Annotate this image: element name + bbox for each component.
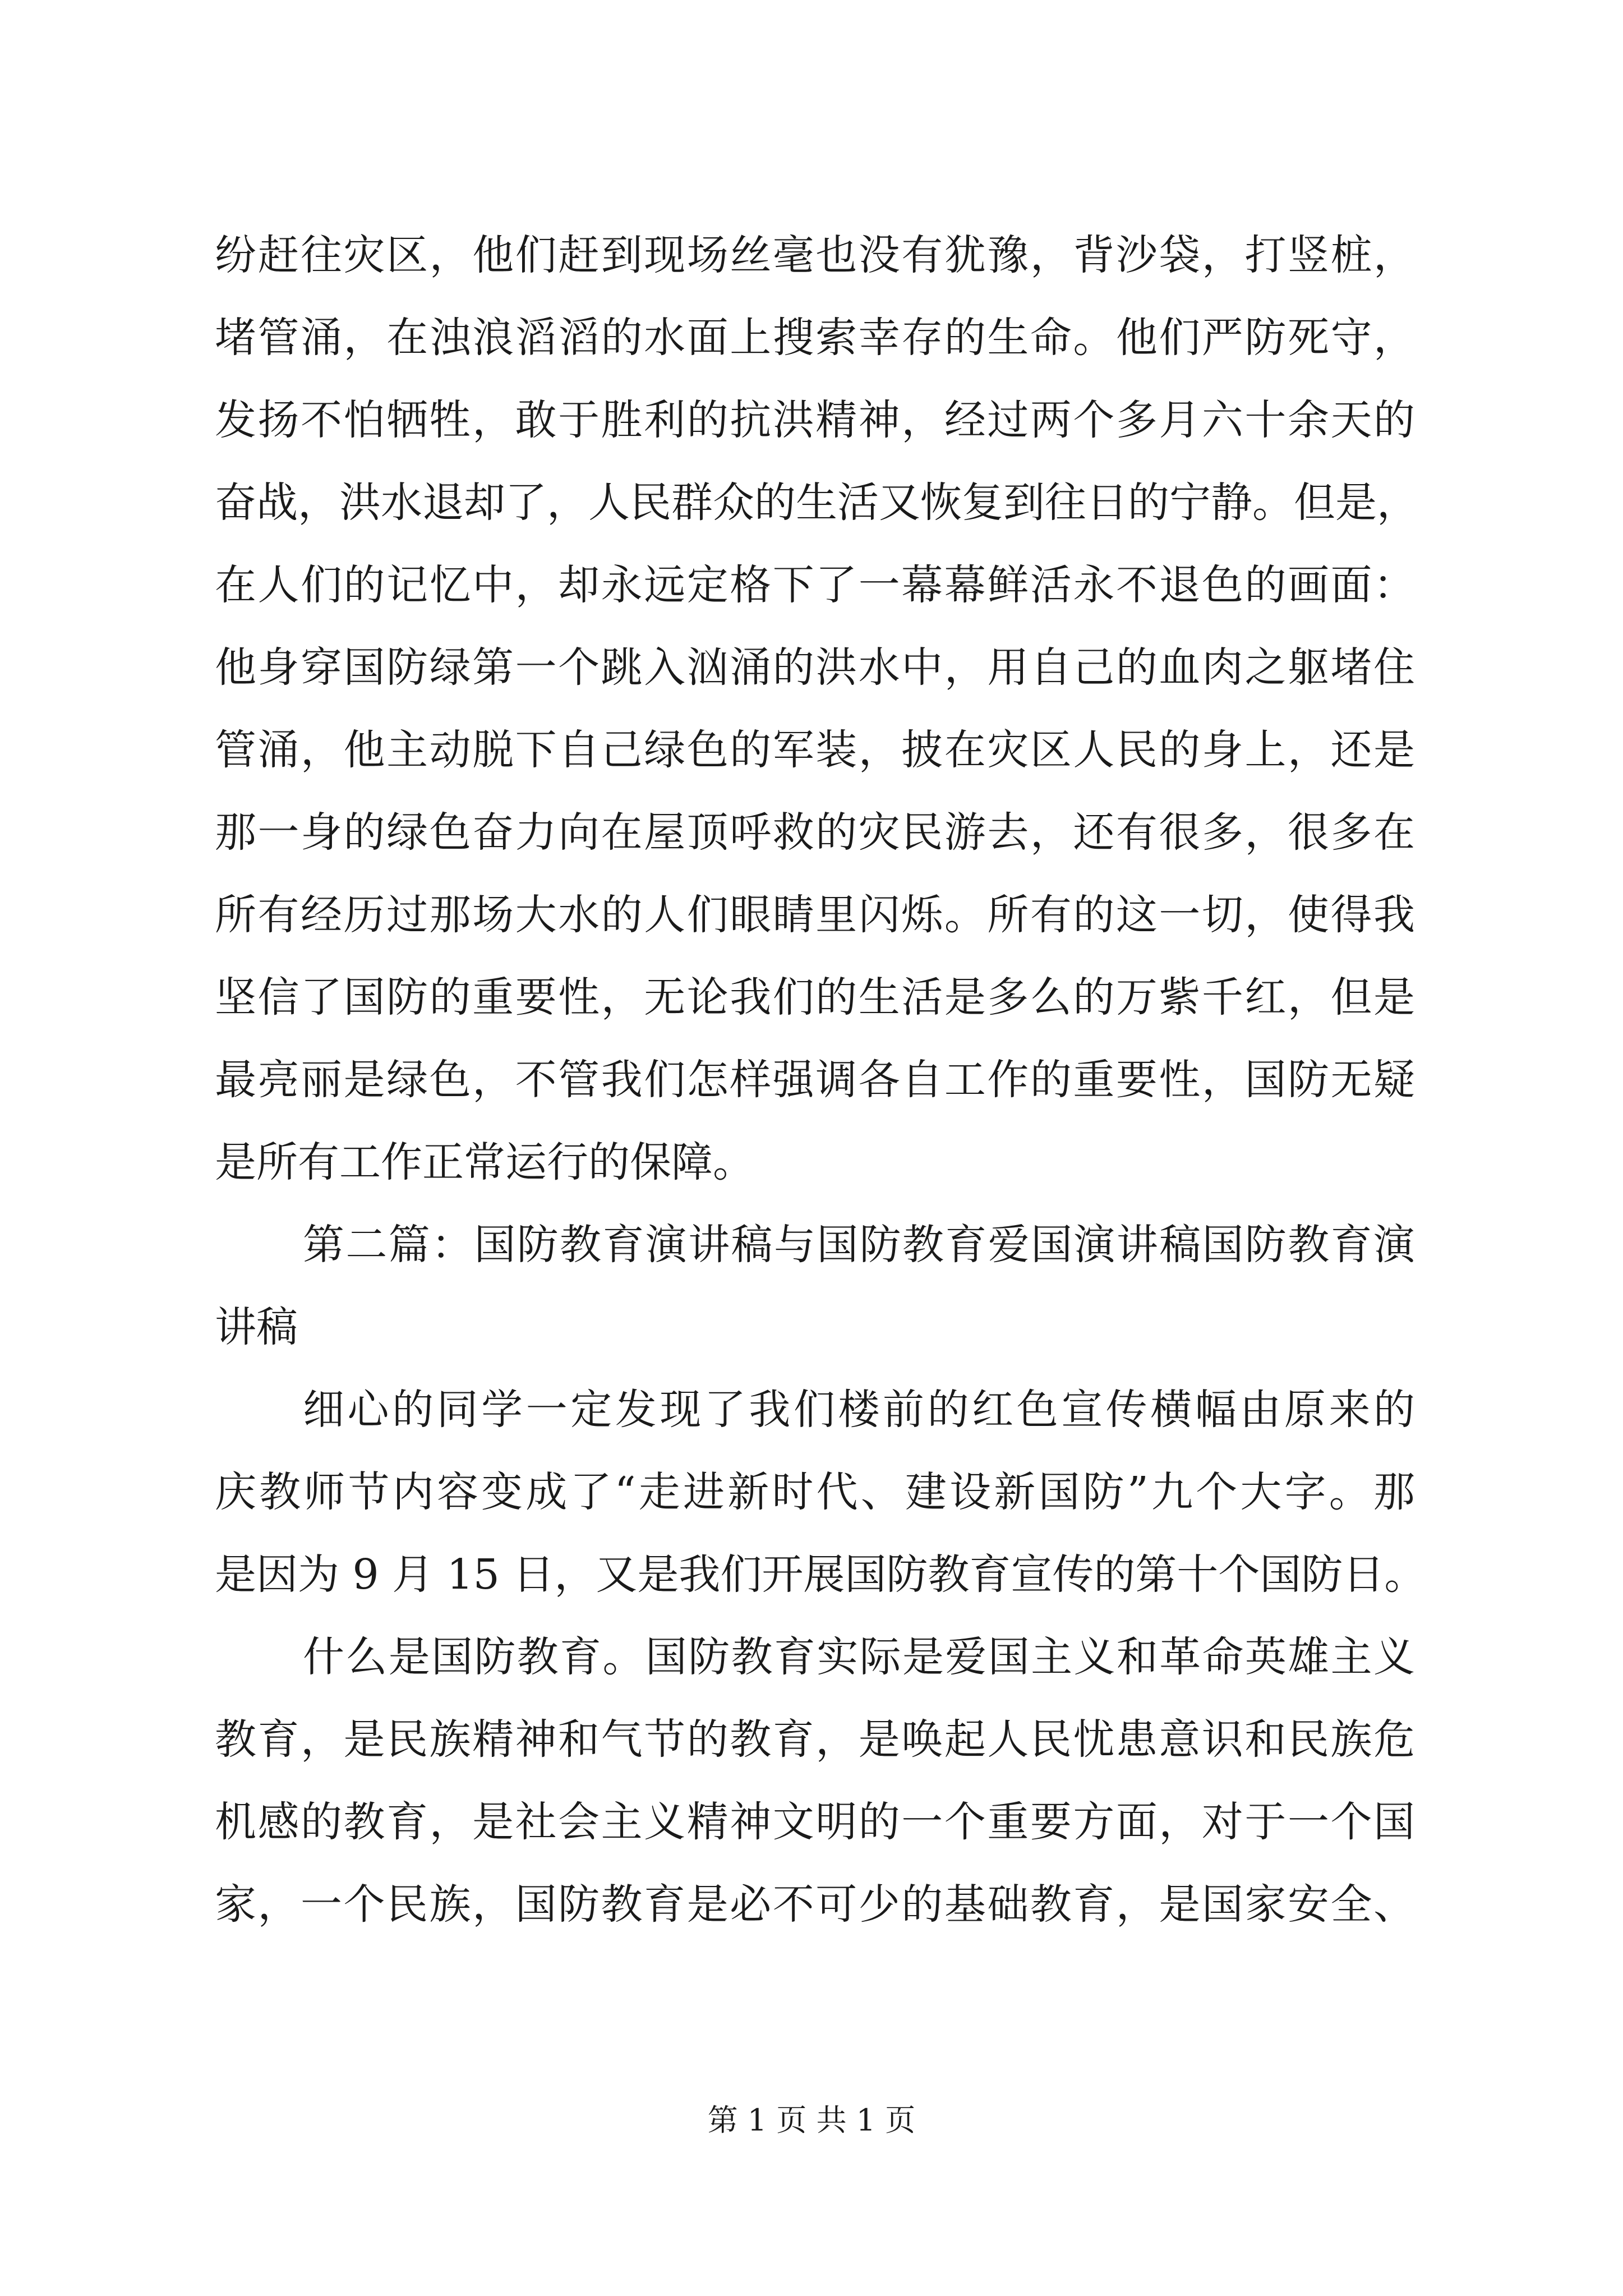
text-line: 教育，是民族精神和气节的教育，是唤起人民忧患意识和民族危 <box>215 1715 1415 1764</box>
text-line: 最亮丽是绿色，不管我们怎样强调各自工作的重要性，国防无疑 <box>215 1056 1415 1104</box>
text-line: 堵管涌，在浊浪滔滔的水面上搜索幸存的生命。他们严防死守， <box>215 314 1415 362</box>
text-line: 是所有工作正常运行的保障。 <box>215 1138 754 1186</box>
text-line: 家，一个民族，国防教育是必不可少的基础教育，是国家安全、 <box>215 1880 1415 1929</box>
text-line: 机感的教育，是社会主义精神文明的一个重要方面，对于一个国 <box>215 1798 1415 1846</box>
text-line: 那一身的绿色奋力向在屋顶呼救的灾民游去，还有很多，很多在 <box>215 808 1415 857</box>
text-line: 所有经历过那场大水的人们眼睛里闪烁。所有的这一切，使得我 <box>215 891 1415 939</box>
page-number-label: 第 1 页 共 1 页 <box>707 2102 916 2138</box>
text-line: 是因为 9 月 15 日，又是我们开展国防教育宣传的第十个国防日。 <box>215 1550 1426 1599</box>
text-line: 庆教师节内容变成了“走进新时代、建设新国防”九个大字。那 <box>215 1468 1415 1516</box>
text-line: 奋战，洪水退却了，人民群众的生活又恢复到往日的宁静。但是， <box>215 478 1418 527</box>
text-line: 坚信了国防的重要性，无论我们的生活是多么的万紫千红，但是 <box>215 973 1415 1022</box>
page-footer <box>0 2098 1623 2143</box>
section-heading-line: 第二篇：国防教育演讲稿与国防教育爱国演讲稿国防教育演 <box>303 1221 1415 1269</box>
text-line: 在人们的记忆中，却永远定格下了一幕幕鲜活永不退色的画面： <box>215 561 1415 609</box>
text-line: 发扬不怕牺牲，敢于胜利的抗洪精神，经过两个多月六十余天的 <box>215 396 1415 444</box>
section-heading-line: 讲稿 <box>215 1303 298 1351</box>
text-line: 管涌，他主动脱下自己绿色的军装，披在灾区人民的身上，还是 <box>215 726 1415 774</box>
text-line: 什么是国防教育。国防教育实际是爱国主义和革命英雄主义 <box>303 1633 1415 1681</box>
text-line: 纷赶往灾区，他们赶到现场丝毫也没有犹豫，背沙袋，打竖桩， <box>215 231 1415 279</box>
text-line: 他身穿国防绿第一个跳入汹涌的洪水中，用自己的血肉之躯堵住 <box>215 643 1415 692</box>
text-line: 细心的同学一定发现了我们楼前的红色宣传横幅由原来的 <box>303 1386 1415 1434</box>
